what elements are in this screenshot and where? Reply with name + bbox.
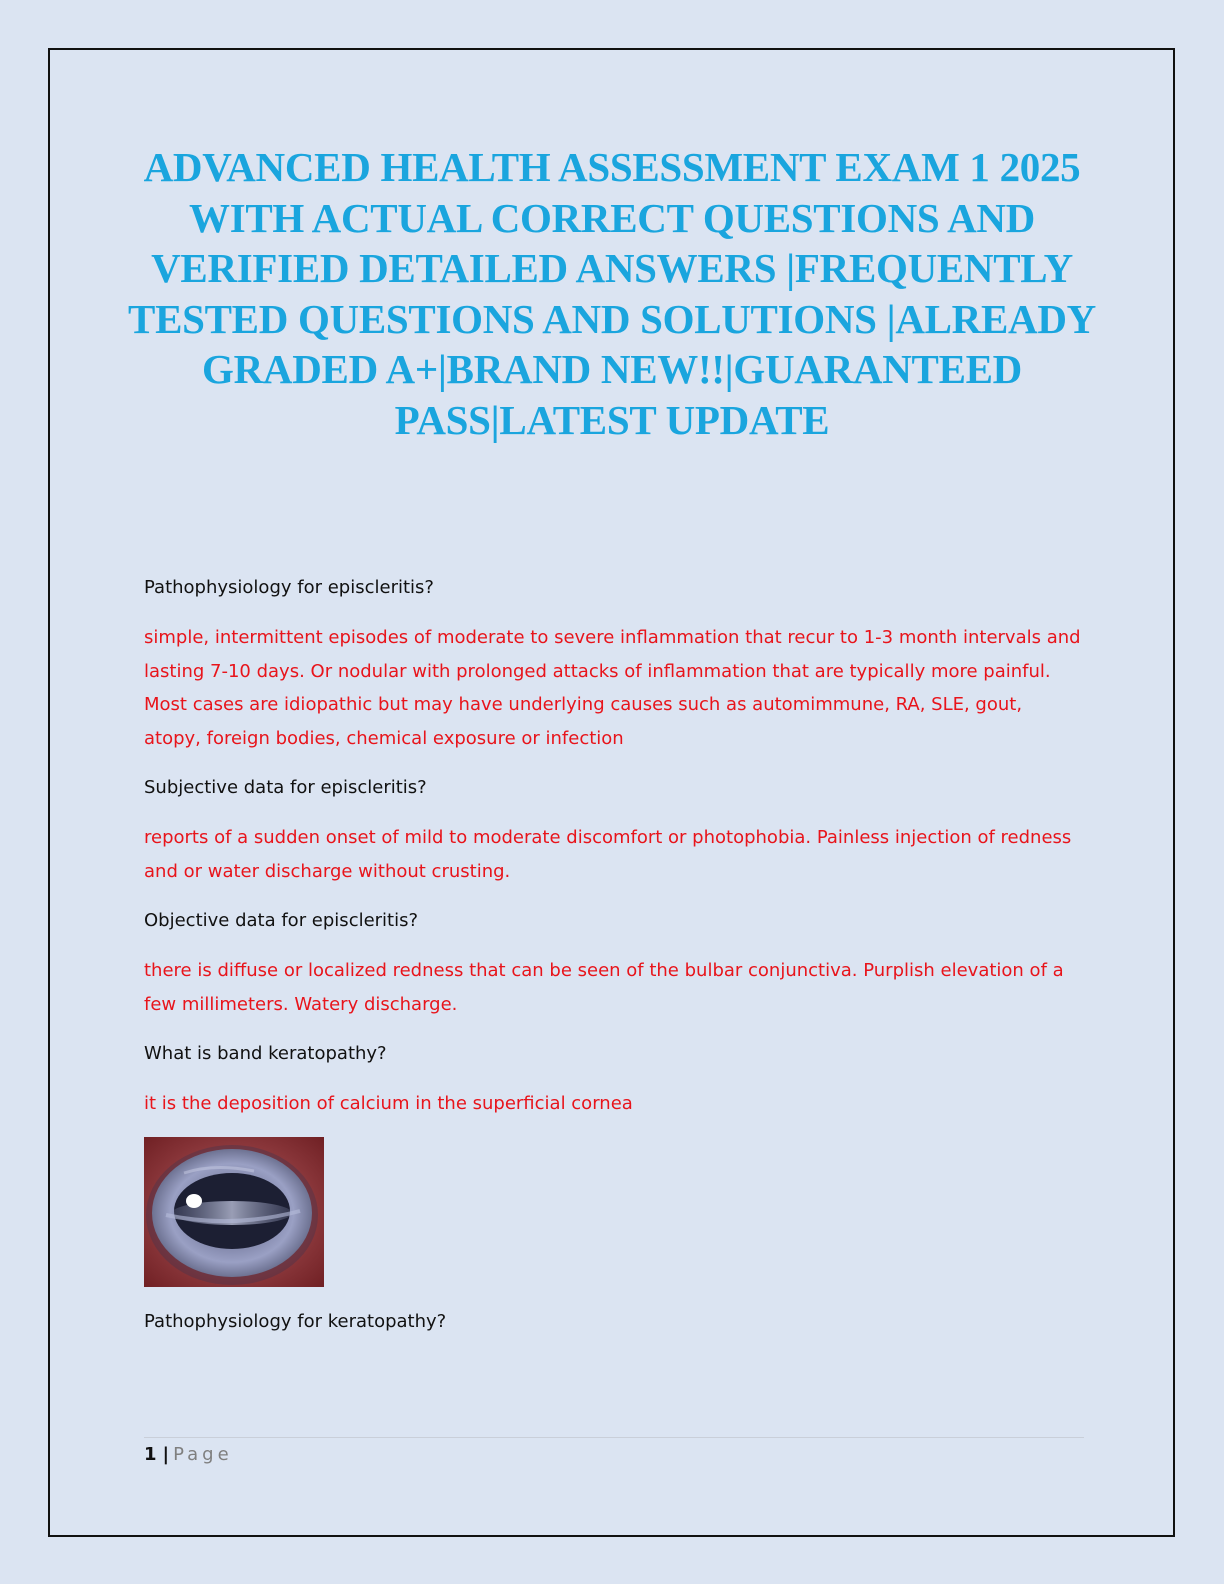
footer-rule xyxy=(144,1437,1084,1438)
footer-separator: | xyxy=(162,1444,170,1465)
question-4: What is band keratopathy? xyxy=(144,1043,387,1064)
document-title: ADVANCED HEALTH ASSESSMENT EXAM 1 2025 WITH ACTUAL CORRECT QUESTIONS AND VERIFIED DETAILED ANSWERS |FREQUENTLY TESTED QUESTIONS AND SOLUTIONS |ALREADY GRADED A+|BRAND NEW!!|GUARANTEED PASS|LATEST UPDATE xyxy=(128,144,1096,443)
page-number: 1 xyxy=(144,1444,157,1465)
question-5: Pathophysiology for keratopathy? xyxy=(144,1310,447,1332)
answer-1: simple, intermittent episodes of moderate to severe inflammation that recur to 1-3 month intervals and lasting 7-10 days. Or nodular with prolonged attacks of inflammation that are typically more painful. Most cases are idiopathic but may have underlying causes such as automimmune, RA, SLE, gout, atopy, foreign bodies, chemical exposure or infection xyxy=(144,627,1081,749)
answer-4: it is the deposition of calcium in the superficial cornea xyxy=(144,1093,633,1114)
page-footer xyxy=(144,1442,233,1468)
answer-3: there is diffuse or localized redness that can be seen of the bulbar conjunctiva. Purplish elevation of a few millimeters. Watery discharge. xyxy=(144,960,1064,1015)
question-3: Objective data for episcleritis? xyxy=(144,910,419,931)
qa-content xyxy=(144,571,1084,1355)
question-1: Pathophysiology for episcleritis? xyxy=(144,577,434,598)
question-2: Subjective data for episcleritis? xyxy=(144,777,427,798)
band-keratopathy-eye-image xyxy=(144,1137,324,1287)
page-label: Page xyxy=(173,1444,233,1465)
answer-2: reports of a sudden onset of mild to moderate discomfort or photophobia. Painless injection of redness and or water discharge without crusting. xyxy=(144,827,1072,882)
